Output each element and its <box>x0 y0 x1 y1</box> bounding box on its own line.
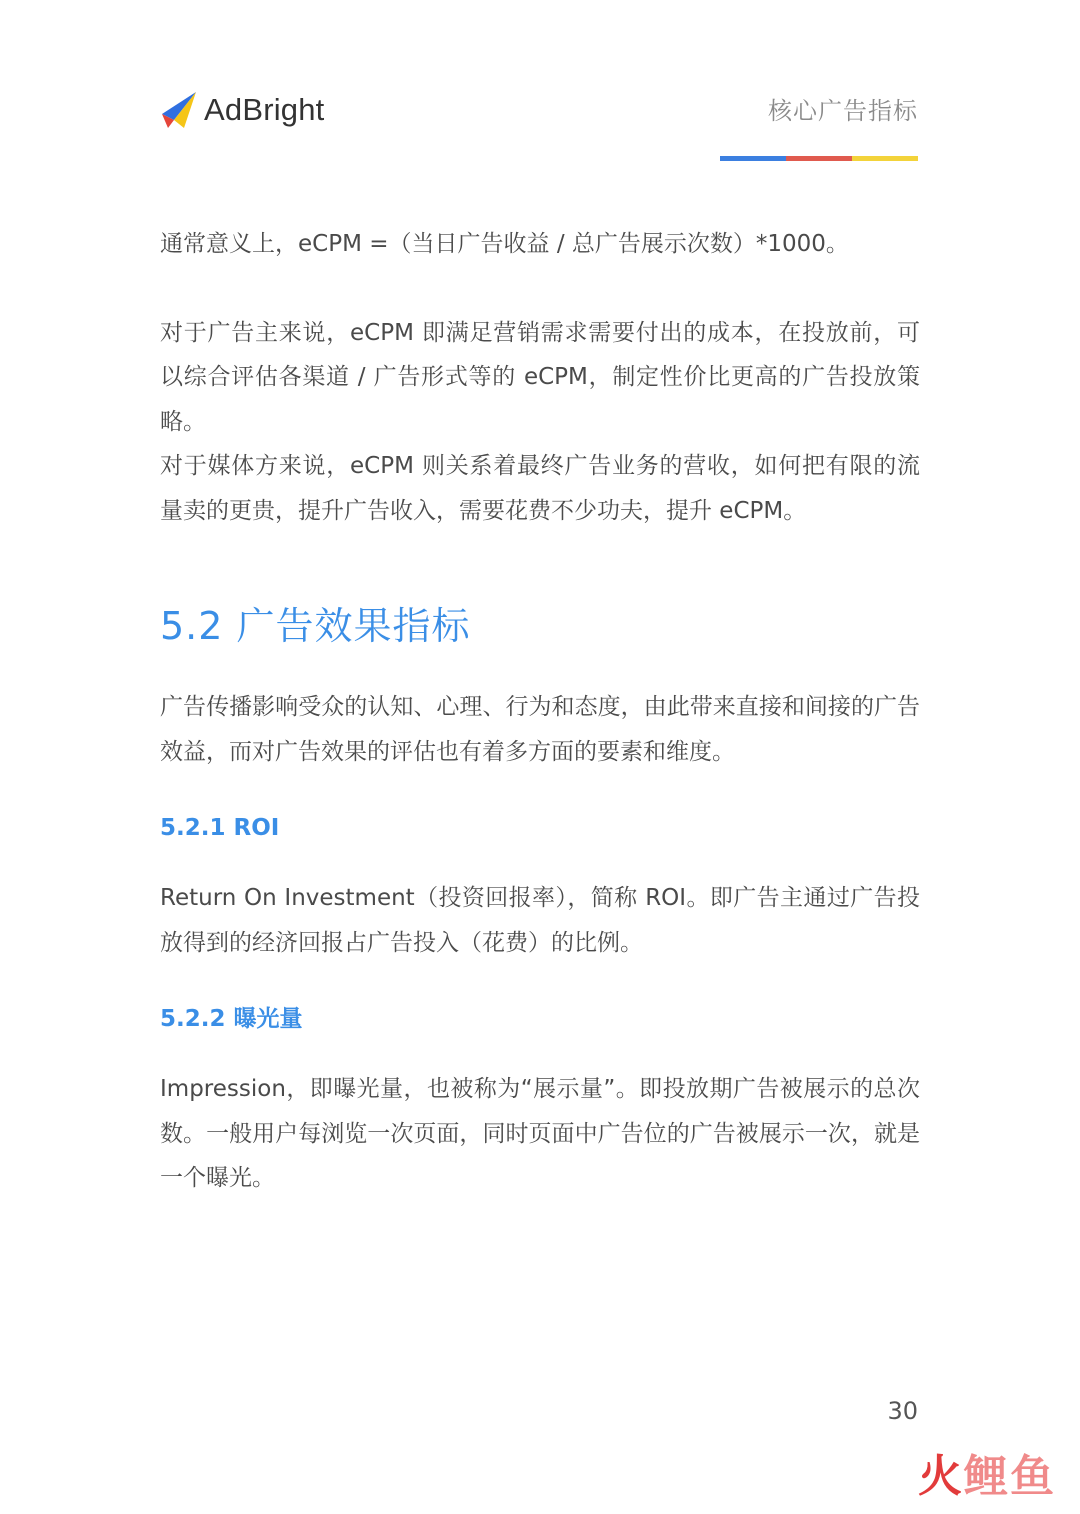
adbright-logo <box>160 88 325 132</box>
section-5-2-2-text: Impression，即曝光量，也被称为“展示量”。即投放期广告被展示的总次数。一般用户每浏览一次页面，同时页面中广告位的广告被展示一次，就是一个曝光。 <box>160 1076 920 1191</box>
color-bar-yellow <box>852 156 918 161</box>
advertiser-ecpm-paragraph: 对于广告主来说，eCPM 即满足营销需求需要付出的成本，在投放前，可以综合评估各渠道 / 广告形式等的 eCPM，制定性价比更高的广告投放策略。 <box>160 319 920 435</box>
section-5-2-text: 广告传播影响受众的认知、心理、行为和态度，由此带来直接和间接的广告效益，而对广告效果的评估也有着多方面的要素和维度。 <box>160 694 920 765</box>
tricolor-bar <box>720 156 918 161</box>
color-bar-blue <box>720 156 786 161</box>
page-content <box>160 222 920 1201</box>
section-5-2-1-heading: 5.2.1 ROI <box>160 815 280 841</box>
watermark-first: 火 <box>918 1451 964 1502</box>
logo-text: AdBright <box>204 92 325 127</box>
publisher-ecpm-paragraph: 对于媒体方来说，eCPM 则关系着最终广告业务的营收，如何把有限的流量卖的更贵，提升广告收入，需要花费不少功夫，提升 eCPM。 <box>160 453 920 524</box>
ecpm-formula-paragraph: 通常意义上，eCPM =（当日广告收益 / 总广告展示次数）*1000。 <box>160 231 849 257</box>
color-bar-red <box>786 156 852 161</box>
watermark-rest: 鲤鱼 <box>964 1451 1056 1502</box>
page-number: 30 <box>887 1397 918 1425</box>
section-5-2-2-heading: 5.2.2 曝光量 <box>160 1006 303 1032</box>
paper-plane-logo-icon <box>160 90 198 130</box>
section-5-2-heading: 5.2 广告效果指标 <box>160 604 471 648</box>
section-title: 核心广告指标 <box>768 97 918 125</box>
watermark-logo <box>918 1440 1056 1504</box>
section-5-2-1-text: Return On Investment（投资回报率），简称 ROI。即广告主通过广告投放得到的经济回报占广告投入（花费）的比例。 <box>160 885 920 956</box>
